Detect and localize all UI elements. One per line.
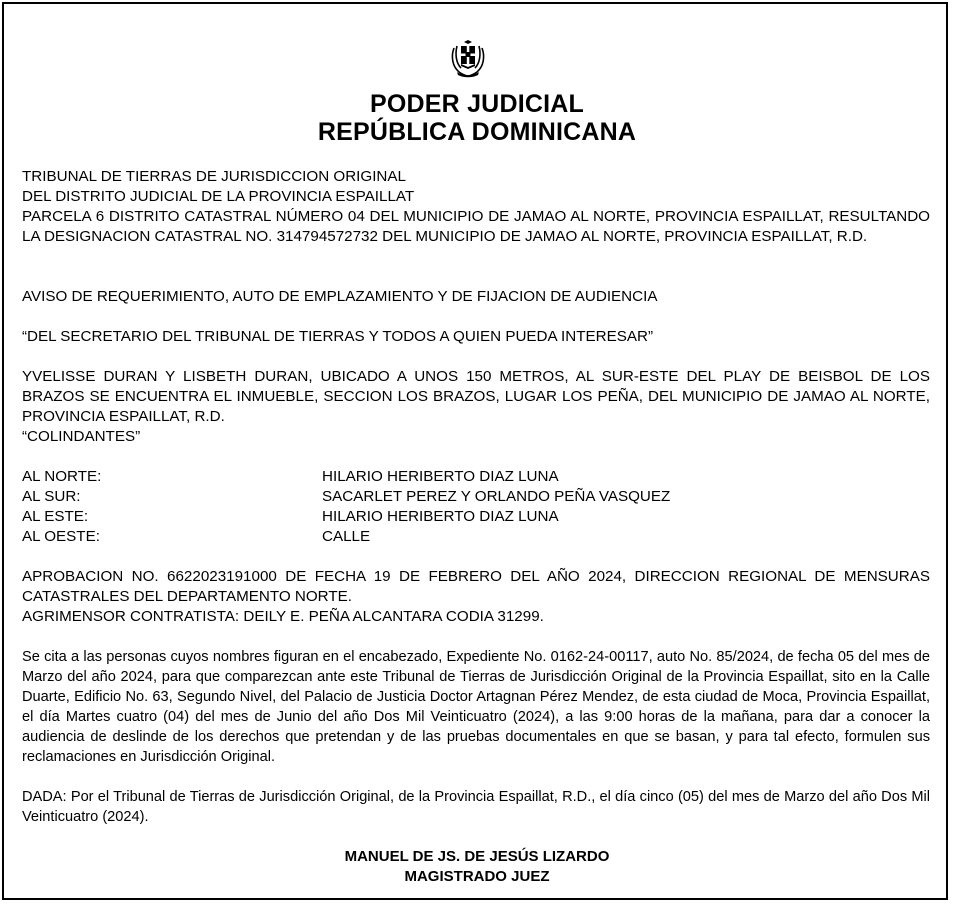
colindantes-heading: “COLINDANTES” <box>22 428 141 445</box>
boundary-owner: SACARLET PEREZ Y ORLANDO PEÑA VASQUEZ <box>322 488 671 505</box>
boundary-side: AL NORTE: <box>22 468 102 485</box>
notice-title: AVISO DE REQUERIMIENTO, AUTO DE EMPLAZAMIENTO Y DE FIJACION DE AUDIENCIA <box>22 288 658 305</box>
boundary-row <box>22 527 930 547</box>
approval-paragraph: APROBACION NO. 6622023191000 DE FECHA 19 DE FEBRERO DEL AÑO 2024, DIRECCION REGIONAL DE MENSURAS CATASTRALES DEL DEPARTAMENTO NORTE. <box>22 568 930 605</box>
boundary-side: AL ESTE: <box>22 508 89 525</box>
boundary-row <box>22 467 930 487</box>
title-poder-judicial: PODER JUDICIAL <box>370 90 584 118</box>
court-line-2: DEL DISTRITO JUDICIAL DE LA PROVINCIA ESPAILLAT <box>22 188 415 205</box>
notice-frame <box>2 2 948 900</box>
boundary-owner: HILARIO HERIBERTO DIAZ LUNA <box>322 468 559 485</box>
parties-paragraph: YVELISSE DURAN Y LISBETH DURAN, UBICADO A UNOS 150 METROS, AL SUR-ESTE DEL PLAY DE BEISBOL DE LOS BRAZOS SE ENCUENTRA EL INMUEBLE, SECCION LOS BRAZOS, LUGAR LOS PEÑA, DEL MUNICIPIO DE JAMAO AL NORTE, PROVINCIA ESPAILLAT, R.D. <box>22 368 930 425</box>
boundary-row <box>22 487 930 507</box>
boundary-owner: HILARIO HERIBERTO DIAZ LUNA <box>322 508 559 525</box>
boundary-side: AL OESTE: <box>22 528 100 545</box>
court-line-1: TRIBUNAL DE TIERRAS DE JURISDICCION ORIGINAL <box>22 168 406 185</box>
boundary-owner: CALLE <box>322 528 371 545</box>
surveyor-line: AGRIMENSOR CONTRATISTA: DEILY E. PEÑA ALCANTARA CODIA 31299. <box>22 608 544 625</box>
title-republica-dominicana: REPÚBLICA DOMINICANA <box>317 118 637 146</box>
boundary-row <box>22 507 930 527</box>
signer-title: MAGISTRADO JUEZ <box>404 868 550 885</box>
parcel-paragraph: PARCELA 6 DISTRITO CATASTRAL NÚMERO 04 DEL MUNICIPIO DE JAMAO AL NORTE, PROVINCIA ESPAILLAT, RESULTANDO LA DESIGNACION CATASTRAL NO. 314794572732 DEL MUNICIPIO DE JAMAO AL NORTE, PROVINCIA ESPAILLAT, R.D. <box>22 208 930 245</box>
citation-paragraph: Se cita a las personas cuyos nombres figuran en el encabezado, Expediente No. 0162-24-00117, auto No. 85/2024, de fecha 05 del mes de Marzo del año 2024, para que comparezcan ante este Tribunal de Tierras de Jurisdicción Original de la Provincia Espaillat, sito en la Calle Duarte, Edificio No. 63, Segundo Nivel, del Palacio de Justicia Doctor Artagnan Pérez Mendez, de esta ciudad de Moca, Provincia Espaillat, el día Martes cuatro (04) del mes de Junio del año Dos Mil Veinticuatro (2024), a las 9:00 horas de la mañana, para dar a conocer la audiencia de deslinde de los derechos que pretendan y de las pruebas documentales en que se basan, y para tal efecto, formulen sus reclamaciones en Jurisdicción Original. <box>22 649 930 765</box>
signer-name: MANUEL DE JS. DE JESÚS LIZARDO <box>344 848 610 865</box>
coat-of-arms-icon <box>445 34 491 80</box>
given-paragraph: DADA: Por el Tribunal de Tierras de Jurisdicción Original, de la Provincia Espaillat, R.D., el día cinco (05) del mes de Marzo del año Dos Mil Veinticuatro (2024). <box>22 789 930 825</box>
addressee: “DEL SECRETARIO DEL TRIBUNAL DE TIERRAS Y TODOS A QUIEN PUEDA INTERESAR” <box>22 328 654 345</box>
boundary-side: AL SUR: <box>22 488 81 505</box>
